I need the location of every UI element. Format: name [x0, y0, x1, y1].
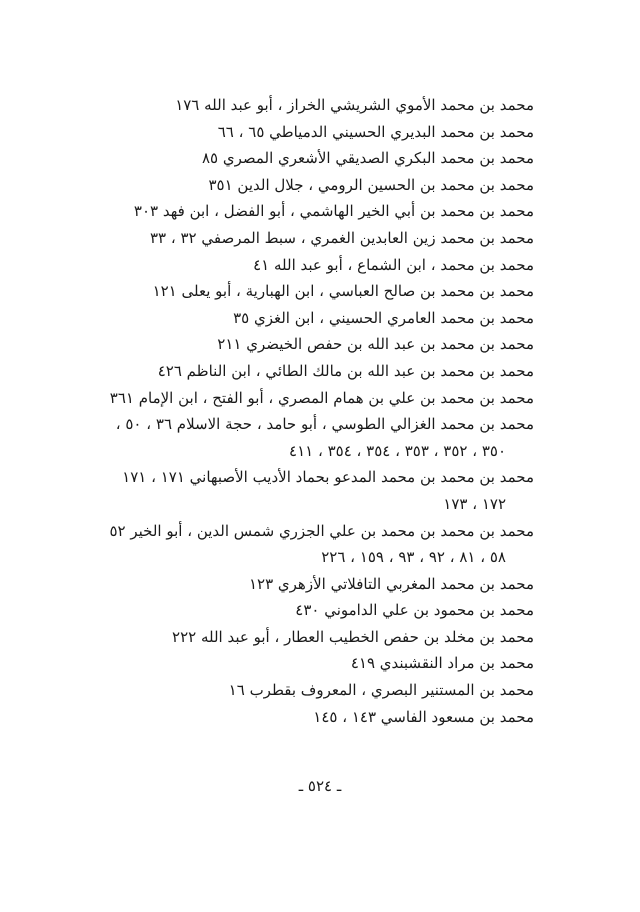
page-number: ـ ٥٢٤ ـ [298, 777, 342, 795]
index-entry: محمد بن محمد بن عبد الله بن مالك الطائي ، ابن الناظم ٤٢٦ [157, 361, 534, 380]
index-entry: محمد بن محمد الغزالي الطوسي ، أبو حامد ، حجة الاسلام ٣٦ ، ٥٠ ، [115, 415, 534, 434]
index-entry: محمد بن محمد زين العابدين الغمري ، سبط المرصفي ٣٢ ، ٣٣ [149, 228, 534, 247]
index-entry: محمد بن محمد بن محمد المدعو بحماد الأديب الأصبهاني ١٧١ ، ١٧١ [122, 468, 534, 487]
index-entry: محمد بن مخلد بن حفص الخطيب العطار ، أبو عبد الله ٢٢٢ [172, 627, 534, 646]
index-entry-continuation: ٣٥٠ ، ٣٥٢ ، ٣٥٣ ، ٣٥٤ ، ٣٥٤ ، ٤١١ [289, 441, 506, 460]
index-entry: محمد بن محمد الأموي الشريشي الخراز ، أبو عبد الله ١٧٦ [175, 96, 534, 114]
index-entry: محمد بن مسعود الفاسي ١٤٣ ، ١٤٥ [313, 707, 534, 726]
index-entries [94, 92, 534, 730]
index-entry: محمد بن محمد المغربي التافلاتي الأزهري ١٢٣ [248, 574, 534, 593]
index-entry: محمد بن مراد النقشبندي ٤١٩ [350, 654, 534, 673]
index-entry-continuation: ١٧٢ ، ١٧٣ [443, 494, 506, 513]
index-entry-continuation: ٥٨ ، ٨١ ، ٩٢ ، ٩٣ ، ١٥٩ ، ٢٢٦ [321, 548, 506, 567]
index-entry: محمد بن محمد بن صالح العباسي ، ابن الهبارية ، أبو يعلى ١٢١ [152, 282, 534, 301]
index-entry: محمد بن محمد بن عبد الله بن حفص الخيضري ٢١١ [217, 335, 534, 354]
index-entry: محمد بن محمد العامري الحسيني ، ابن الغزي ٣٥ [233, 308, 534, 327]
index-entry: محمد بن محمد ، ابن الشماع ، أبو عبد الله ٤١ [253, 255, 534, 274]
index-entry: محمد بن محمد البكري الصديقي الأشعري المصري ٨٥ [201, 149, 534, 168]
index-entry: محمد بن محمود بن علي الداموني ٤٣٠ [295, 601, 534, 620]
index-entry: محمد بن محمد بن محمد بن علي الجزري شمس الدين ، أبو الخير ٥٢ [109, 521, 534, 540]
index-entry: محمد بن محمد بن أبي الخير الهاشمي ، أبو الفضل ، ابن فهد ٣٠٣ [133, 202, 534, 221]
index-entry: محمد بن محمد بن الحسين الرومي ، جلال الدين ٣٥١ [208, 175, 534, 194]
index-entry: محمد بن المستنير البصري ، المعروف بقطرب ١٦ [228, 681, 534, 700]
index-entry: محمد بن محمد البديري الحسيني الدمياطي ٦٥ ، ٦٦ [217, 122, 534, 141]
index-entry: محمد بن محمد بن علي بن همام المصري ، أبو الفتح ، ابن الإمام ٣٦١ [109, 388, 534, 407]
